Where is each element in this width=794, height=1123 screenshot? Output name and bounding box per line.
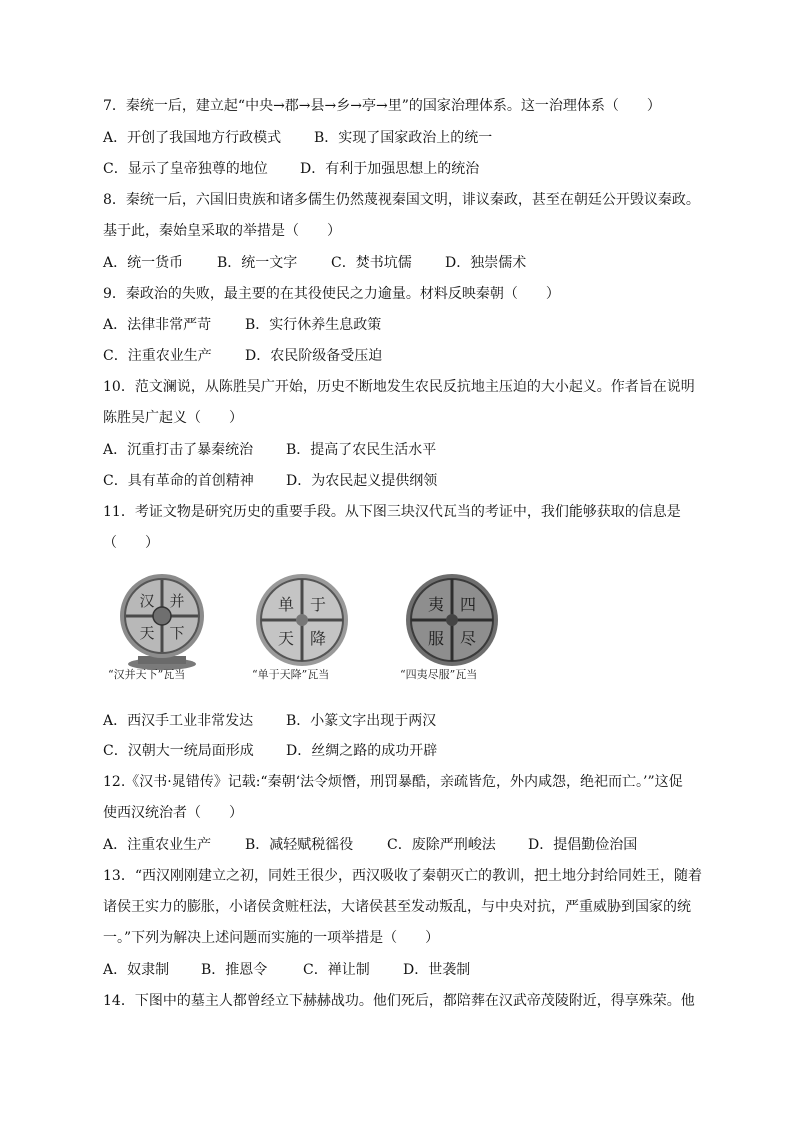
question-7-option-d: D．有利于加强思想上的统治 — [300, 161, 480, 177]
tile-2-char-4: 降 — [309, 629, 327, 648]
tile-1-char-2: 并 — [169, 592, 185, 610]
question-8-option-b: B．统一文字 — [217, 255, 298, 271]
tile-2-caption: “单于天降”瓦当 — [252, 668, 330, 681]
tile-2-char-2: 于 — [309, 595, 327, 614]
question-13-option-d: D．世袭制 — [403, 962, 471, 978]
question-8-option-d: D．独崇儒术 — [445, 255, 527, 271]
question-9-option-a: A．法律非常严苛 — [103, 317, 212, 333]
question-11-option-c: C．汉朝大一统局面形成 — [103, 743, 254, 759]
question-12-option-c: C．废除严刑峻法 — [387, 837, 496, 853]
question-9-option-b: B．实行休养生息政策 — [245, 317, 382, 333]
question-9-stem: 9．秦政治的失败，最主要的在其役使民之力逾量。材料反映秦朝（ ） — [103, 286, 560, 302]
question-7-option-a: A．开创了我国地方行政模式 — [103, 130, 282, 146]
question-10-option-a: A．沉重打击了暴秦统治 — [103, 442, 254, 458]
question-7-option-b: B．实现了国家政治上的统一 — [314, 130, 493, 146]
question-12-option-b: B．减轻赋税徭役 — [245, 837, 354, 853]
tile-3-char-2: 四 — [459, 595, 477, 614]
question-13-option-a: A．奴隶制 — [103, 962, 170, 978]
tile-3-char-3: 服 — [427, 629, 445, 648]
tile-2-char-3: 天 — [277, 629, 295, 648]
question-9-option-c: C．注重农业生产 — [103, 348, 212, 364]
question-7-stem: 7．秦统一后，建立起“中央→郡→县→乡→亭→里”的国家治理体系。这一治理体系（ ） — [103, 98, 661, 114]
tile-1-char-3: 天 — [139, 624, 155, 642]
tile-han-bing-tian-xia — [112, 572, 212, 672]
question-11-option-b: B．小篆文字出现于两汉 — [286, 713, 437, 729]
question-10-option-d: D．为农民起义提供纲领 — [286, 473, 438, 489]
question-10-option-b: B．提高了农民生活水平 — [286, 442, 437, 458]
tile-1-char-4: 下 — [169, 624, 185, 642]
question-12-stem-line-2: 使西汉统治者（ ） — [103, 805, 243, 821]
question-7-option-c: C．显示了皇帝独尊的地位 — [103, 161, 268, 177]
tile-1-caption: “汉并天下”瓦当 — [108, 668, 186, 681]
tile-si-yi-jin-fu — [404, 572, 500, 668]
question-13-stem-line-2: 诸侯王实力的膨胀，小诸侯贪赃枉法，大诸侯甚至发动叛乱，与中央对抗，严重威胁到国家的统 — [103, 899, 691, 915]
question-11-option-a: A．西汉手工业非常发达 — [103, 713, 254, 729]
question-13-option-b: B．推恩令 — [201, 962, 268, 978]
question-13-stem-line-1: 13．“西汉刚刚建立之初，同姓王很少，西汉吸收了秦朝灭亡的教训，把土地分封给同姓王，随着 — [103, 868, 702, 884]
tile-3-caption: “四夷尽服”瓦当 — [400, 668, 478, 681]
question-11-stem-line-2: （ ） — [103, 535, 159, 551]
question-12-option-d: D．提倡勤俭治国 — [528, 837, 638, 853]
question-10-stem-line-1: 10．范文澜说，从陈胜吴广开始，历史不断地发生农民反抗地主压迫的大小起义。作者旨在说明 — [103, 379, 695, 395]
wadang-tiles-figure — [108, 572, 528, 692]
tile-3-char-1: 夷 — [427, 595, 445, 614]
question-14-stem-line-1: 14．下图中的墓主人都曾经立下赫赫战功。他们死后，都陪葬在汉武帝茂陵附近，得享殊荣。他 — [103, 993, 695, 1009]
question-8-stem-line-2: 基于此，秦始皇采取的举措是（ ） — [103, 223, 341, 239]
tile-2-char-1: 单 — [277, 595, 295, 614]
question-8-option-c: C．焚书坑儒 — [331, 255, 412, 271]
tile-3-char-4: 尽 — [459, 629, 477, 648]
question-9-option-d: D．农民阶级备受压迫 — [245, 348, 383, 364]
question-11-stem-line-1: 11．考证文物是研究历史的重要手段。从下图三块汉代瓦当的考证中，我们能够获取的信息是 — [103, 504, 681, 520]
question-11-option-d: D．丝绸之路的成功开辟 — [286, 743, 438, 759]
question-10-option-c: C．具有革命的首创精神 — [103, 473, 254, 489]
question-13-stem-line-3: 一。”下列为解决上述问题而实施的一项举措是（ ） — [103, 930, 440, 946]
question-8-option-a: A．统一货币 — [103, 255, 184, 271]
question-8-stem-line-1: 8．秦统一后，六国旧贵族和诸多儒生仍然蔑视秦国文明，诽议秦政，甚至在朝廷公开毁议秦政。 — [103, 192, 700, 208]
question-12-stem-line-1: 12.《汉书·晁错传》记载:“秦朝‘法令烦憯，刑罚暴酷，亲疏皆危，外内咸怨，绝祀而亡。’”这促 — [103, 774, 683, 790]
tile-1-char-1: 汉 — [139, 592, 155, 610]
question-13-option-c: C．禅让制 — [303, 962, 370, 978]
tile-chan-yu-tian-jiang — [254, 572, 350, 668]
question-10-stem-line-2: 陈胜吴广起义（ ） — [103, 410, 243, 426]
question-12-option-a: A．注重农业生产 — [103, 837, 212, 853]
